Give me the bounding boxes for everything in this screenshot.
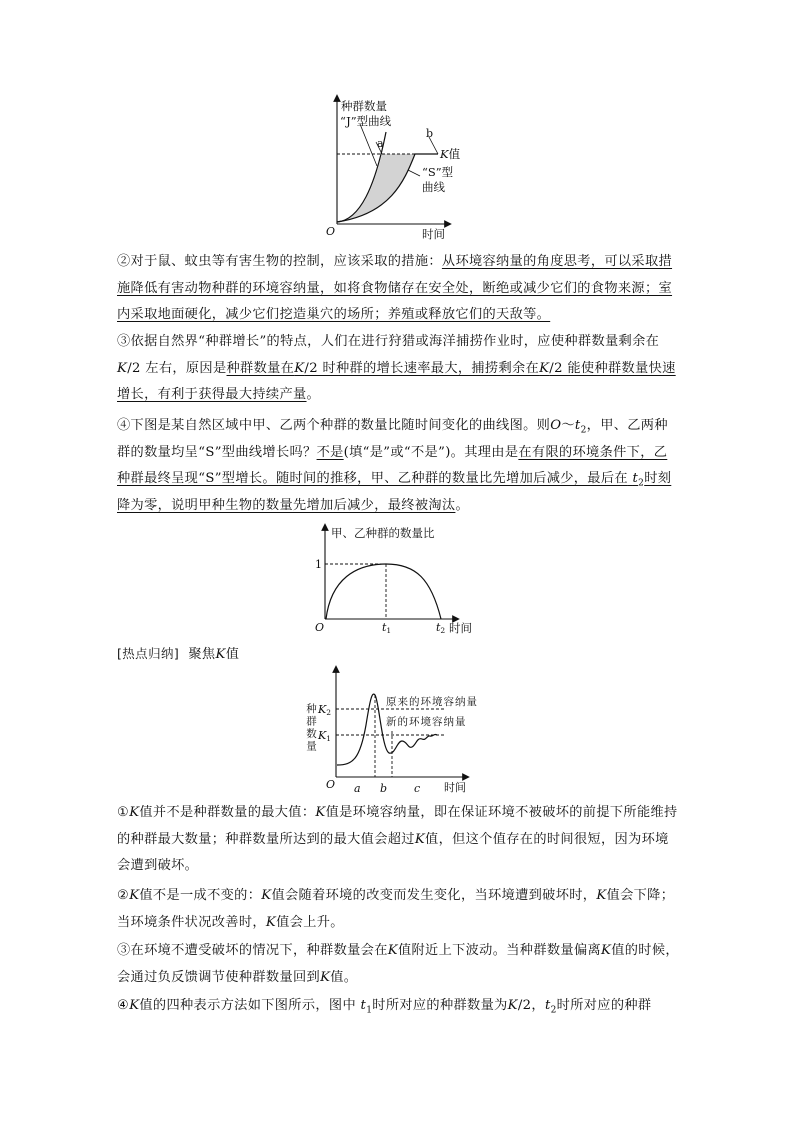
x-axis-label: 时间 [449,621,472,635]
k2-label: K2 [318,703,331,717]
origin-label: O [315,621,325,634]
t1-label: t1 [382,621,392,635]
item-k-fluctuation: ③在环境不遭受破坏的情况下，种群数量会在K值附近上下波动。当种群数量偏离K值的时候，会通过负反馈调节使种群数量回到K值。 [117,943,679,985]
t2-label: t2 [436,621,446,635]
legend-new-k: 新的环境容纳量 [386,716,467,728]
label-a: a [377,137,384,150]
j-curve-label: “J”型曲线 [340,114,392,128]
answer-not: 不是 [316,444,344,460]
answer-ratio-reason: 在有限的环境条件下，乙种群最终呈现“S”型增长。随时间的推移，甲、乙种群的数量比先增加后减少，最后在 $t_2$时刻降为零，说明甲种生物的数量先增加后减少，最终被淘汰 [117,444,672,513]
pointer-s [408,170,420,176]
k1-label: K1 [318,729,331,743]
paragraph-pest-control: ②对于鼠、蚊虫等有害生物的控制，应该采取的措施：从环境容纳量的角度思考，可以采取措施降低有害动物种群的环境容纳量，如将食物储存在安全处，断绝或减少它们的食物来源；室内采取地面硬化，减少它们挖造巢穴的场所；养殖或释放它们的天敌等。 [117,254,673,322]
label-b: b [426,127,434,140]
tick-c: c [414,782,421,795]
ratio-curve [326,564,441,619]
y-axis-label: 种群数量 [341,99,387,113]
origin-label: O [326,778,336,791]
figure-k-fluctuation [298,665,498,795]
x-axis-label: 时间 [444,781,466,794]
item-k-representations: ④K值的四种表示方法如下图所示，图中 $t_1$时所对应的种群数量为K/2，$t_2$时所对应的种群 [117,998,652,1016]
x-axis-label: 时间 [422,227,445,241]
s-curve-label-2: 曲线 [422,180,445,194]
figure-j-s-curve [320,92,480,242]
tick-b: b [380,782,388,795]
answer-harvest: 种群数量在K/2 时种群的增长速率最大，捕捞剩余在K/2 能使种群数量快速增长，有利于获得最大持续产量 [117,360,676,402]
k-value-label: K值 [440,147,461,161]
s-curve-label-1: “S”型 [422,165,454,179]
item-k-not-constant: ②K值不是一成不变的：K值会随着环境的改变而发生变化，当环境遭到破坏时，K值会下降；当环境条件状况改善时，K值会上升。 [117,888,675,930]
pointer-j [360,124,377,166]
tick-a: a [354,782,361,795]
item-k-not-max: ①K值并不是种群数量的最大值：K值是环境容纳量，即在保证环境不被破坏的前提下所能维持的种群最大数量；种群数量所达到的最大值会超过K值，但这个值存在的时间很短，因为环境会遭到破坏。 [117,805,678,873]
origin-label: O [326,225,336,238]
paragraph-ratio-question: ④下图是某自然区域中甲、乙两个种群的数量比随时间变化的曲线图。则$O\sim t_2$，甲、乙两种群的数量均呈“S”型曲线增长吗？不是(填“是”或“不是”)。其理由是在有限的环境条件下，乙种群最终呈现“S”型增长。随时间的推移，甲、乙种群的数量比先增加后减少，最后在 $t_2$时刻降为零，说明甲种生物的数量先增加后减少，最终被淘汰。 [117,418,672,513]
figure-ratio-curve [316,524,481,639]
y-axis-label: 种群数量 [305,703,317,753]
y-axis-label: 甲、乙种群的数量比 [331,526,435,540]
legend-original-k: 原来的环境容纳量 [386,696,478,708]
y-one-label: 1 [315,558,322,571]
paragraph-harvest: ③依据自然界“种群增长”的特点，人们在进行狩猎或海洋捕捞作业时，应使种群数量剩余在K/2 左右，原因是种群数量在K/2 时种群的增长速率最大，捕捞剩余在K/2 能使种群数量快速增长，有利于获得最大持续产量。 [117,334,676,402]
answer-pest-control: 从环境容纳量的角度思考，可以采取措施降低有害动物种群的环境容纳量，如将食物储存在安全处，断绝或减少它们的食物来源；室内采取地面硬化，减少它们挖造巢穴的场所；养殖或释放它们的天敌等。 [117,254,673,322]
section-heading-k-value: [热点归纳] 聚焦K值 [117,646,240,662]
